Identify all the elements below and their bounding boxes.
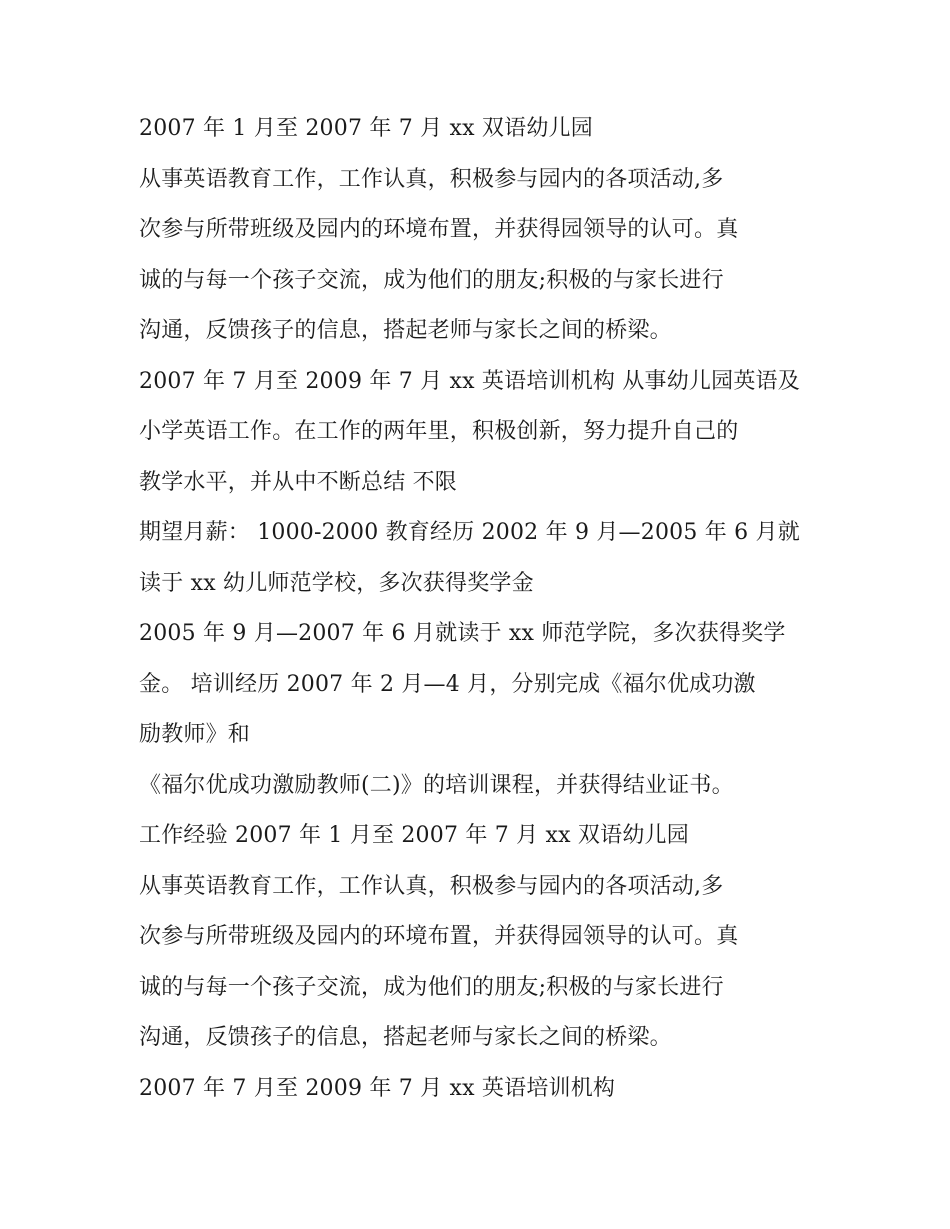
text-line: 金。 培训经历 2007 年 2 月—4 月，分别完成《福尔优成功激	[139, 671, 756, 697]
text-line: 次参与所带班级及园内的环境布置，并获得园领导的认可。真	[139, 217, 739, 242]
text-line: 《福尔优成功激励教师(二)》的培训课程，并获得结业证书。	[139, 772, 734, 798]
text-line: 2007 年 7 月至 2009 年 7 月 xx 英语培训机构	[139, 1075, 616, 1101]
document-body	[139, 104, 819, 1114]
text-line: 2005 年 9 月—2007 年 6 月就读于 xx 师范学院，多次获得奖学	[139, 621, 786, 646]
text-line: 期望月薪： 1000-2000 教育经历 2002 年 9 月—2005 年 6 月就	[139, 520, 800, 545]
text-line: 诚的与每一个孩子交流，成为他们的朋友;积极的与家长进行	[139, 974, 724, 1000]
text-line: 诚的与每一个孩子交流，成为他们的朋友;积极的与家长进行	[139, 267, 724, 293]
text-line: 沟通，反馈孩子的信息，搭起老师与家长之间的桥梁。	[139, 318, 672, 343]
text-line: 从事英语教育工作，工作认真，积极参与园内的各项活动,多	[139, 873, 724, 899]
text-line: 教学水平，并从中不断总结 不限	[139, 469, 457, 495]
text-line: 工作经验 2007 年 1 月至 2007 年 7 月 xx 双语幼儿园	[139, 823, 689, 848]
text-line: 次参与所带班级及园内的环境布置，并获得园领导的认可。真	[139, 924, 739, 949]
text-line: 2007 年 7 月至 2009 年 7 月 xx 英语培训机构 从事幼儿园英语及	[139, 368, 800, 394]
text-line: 沟通，反馈孩子的信息，搭起老师与家长之间的桥梁。	[139, 1025, 672, 1050]
text-line: 小学英语工作。在工作的两年里，积极创新，努力提升自己的	[139, 419, 739, 444]
text-line: 2007 年 1 月至 2007 年 7 月 xx 双语幼儿园	[139, 116, 593, 141]
text-line: 励教师》和	[139, 722, 251, 747]
text-line: 从事英语教育工作，工作认真，积极参与园内的各项活动,多	[139, 166, 724, 192]
text-line: 读于 xx 幼儿师范学校，多次获得奖学金	[139, 570, 534, 596]
